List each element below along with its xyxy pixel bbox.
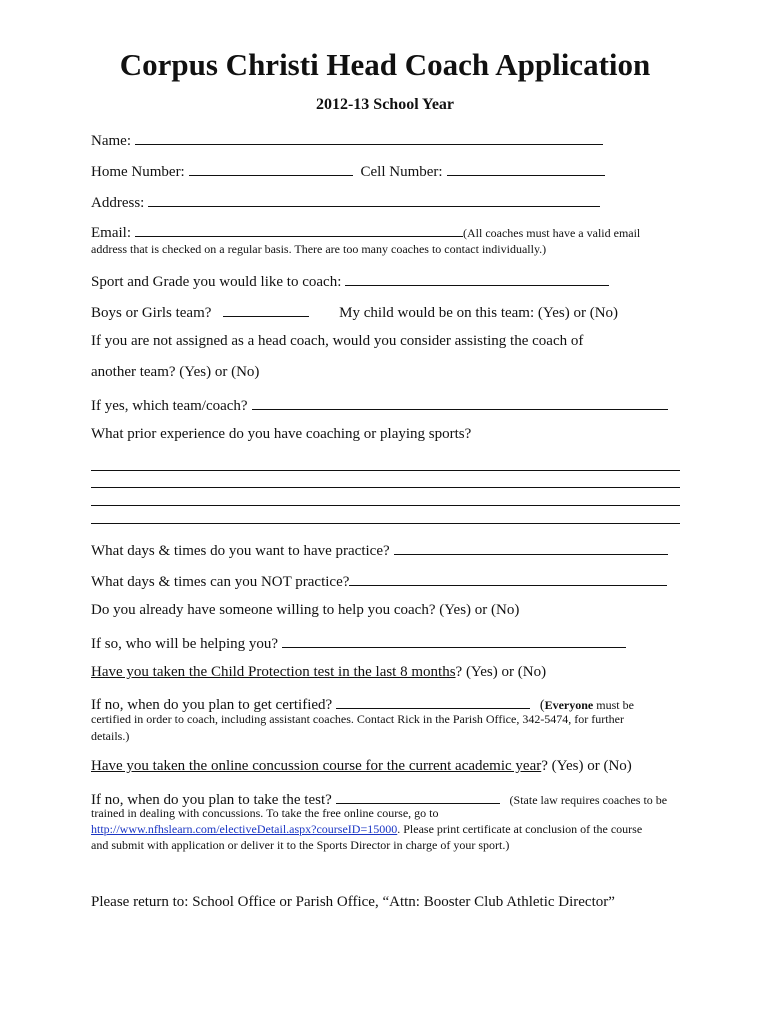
test-note-line-4: and submit with application or deliver it to the Sports Director in charge of your sport.) (91, 838, 510, 852)
not-practice-row (91, 571, 667, 591)
experience-line-4[interactable] (91, 523, 680, 524)
assist-question-1: If you are not assigned as a head coach, would you consider assisting the coach of (91, 333, 584, 349)
child-protection-row (91, 664, 546, 681)
test-note-print: . Please print certificate at conclusion of the course (397, 822, 643, 836)
certified-input[interactable] (336, 694, 530, 709)
test-note-line-3 (91, 822, 642, 837)
sport-grade-label: Sport and Grade you would like to coach: (91, 274, 342, 290)
which-team-input[interactable] (252, 395, 668, 410)
boys-girls-input[interactable] (223, 302, 309, 317)
address-input[interactable] (148, 192, 600, 207)
experience-question: What prior experience do you have coaching or playing sports? (91, 426, 472, 442)
email-row (91, 222, 640, 242)
cell-number-label: Cell Number: (360, 164, 443, 180)
certified-label: If no, when do you plan to get certified? (91, 697, 333, 713)
certified-note (540, 698, 634, 712)
practice-days-row (91, 540, 668, 560)
certified-note-everyone: Everyone (544, 698, 594, 712)
child-team-question: My child would be on this team: (Yes) or (No) (339, 305, 619, 321)
name-input[interactable] (135, 130, 603, 145)
test-input[interactable] (336, 789, 500, 804)
address-label: Address: (91, 195, 145, 211)
test-label: If no, when do you plan to take the test? (91, 792, 332, 808)
phone-row (91, 161, 605, 181)
experience-line-3[interactable] (91, 505, 680, 506)
child-protection-answer: ? (Yes) or (No) (455, 664, 547, 680)
practice-days-input[interactable] (394, 540, 668, 555)
email-note-cont: address that is checked on a regular basis. There are too many coaches to contact individually.) (91, 242, 547, 256)
sport-grade-input[interactable] (345, 271, 609, 286)
email-input[interactable] (135, 222, 463, 237)
certified-row (91, 694, 634, 714)
which-team-row (91, 395, 668, 415)
boys-girls-label: Boys or Girls team? (91, 305, 212, 321)
not-practice-label: What days & times can you NOT practice? (91, 574, 350, 590)
experience-line-1[interactable] (91, 470, 680, 471)
email-note: (All coaches must have a valid email (463, 226, 641, 240)
cell-number-input[interactable] (447, 161, 605, 176)
test-note: (State law requires coaches to be (509, 793, 668, 807)
concussion-question: Have you taken the online concussion course for the current academic year (91, 758, 542, 774)
certified-note-line-2: certified in order to coach, including assistant coaches. Contact Rick in the Parish Office, 342-5474, for further (91, 712, 624, 726)
test-note-line-2: trained in dealing with concussions. To take the free online course, go to (91, 806, 439, 820)
who-helping-row (91, 633, 626, 653)
name-row (91, 130, 603, 150)
concussion-answer: ? (Yes) or (No) (541, 758, 632, 774)
who-helping-label: If so, who will be helping you? (91, 636, 279, 652)
address-row (91, 192, 600, 212)
home-number-label: Home Number: (91, 164, 185, 180)
page-subtitle: 2012-13 School Year (315, 96, 455, 113)
not-practice-input[interactable] (349, 571, 667, 586)
team-row (91, 302, 618, 322)
who-helping-input[interactable] (282, 633, 626, 648)
return-instructions: Please return to: School Office or Parish Office, “Attn: Booster Club Athletic Director” (91, 894, 615, 910)
page-title: Corpus Christi Head Coach Application (119, 47, 651, 82)
experience-line-2[interactable] (91, 487, 680, 488)
certified-note-line-3: details.) (91, 729, 130, 743)
home-number-input[interactable] (189, 161, 353, 176)
which-team-label: If yes, which team/coach? (91, 398, 248, 414)
name-label: Name: (91, 133, 131, 149)
certified-note-paren: ( (539, 698, 545, 713)
concussion-row (91, 758, 632, 775)
child-protection-question: Have you taken the Child Protection test in the last 8 months (91, 664, 456, 680)
concussion-course-link[interactable]: http://www.nfhslearn.com/electiveDetail.aspx?courseID=15000 (91, 822, 398, 836)
help-coach-question: Do you already have someone willing to help you coach? (Yes) or (No) (91, 602, 520, 618)
email-label: Email: (91, 225, 131, 241)
practice-days-label: What days & times do you want to have practice? (91, 543, 390, 559)
certified-note-rest: must be (593, 698, 634, 712)
assist-question-2: another team? (Yes) or (No) (91, 364, 260, 380)
sport-grade-row (91, 271, 609, 291)
